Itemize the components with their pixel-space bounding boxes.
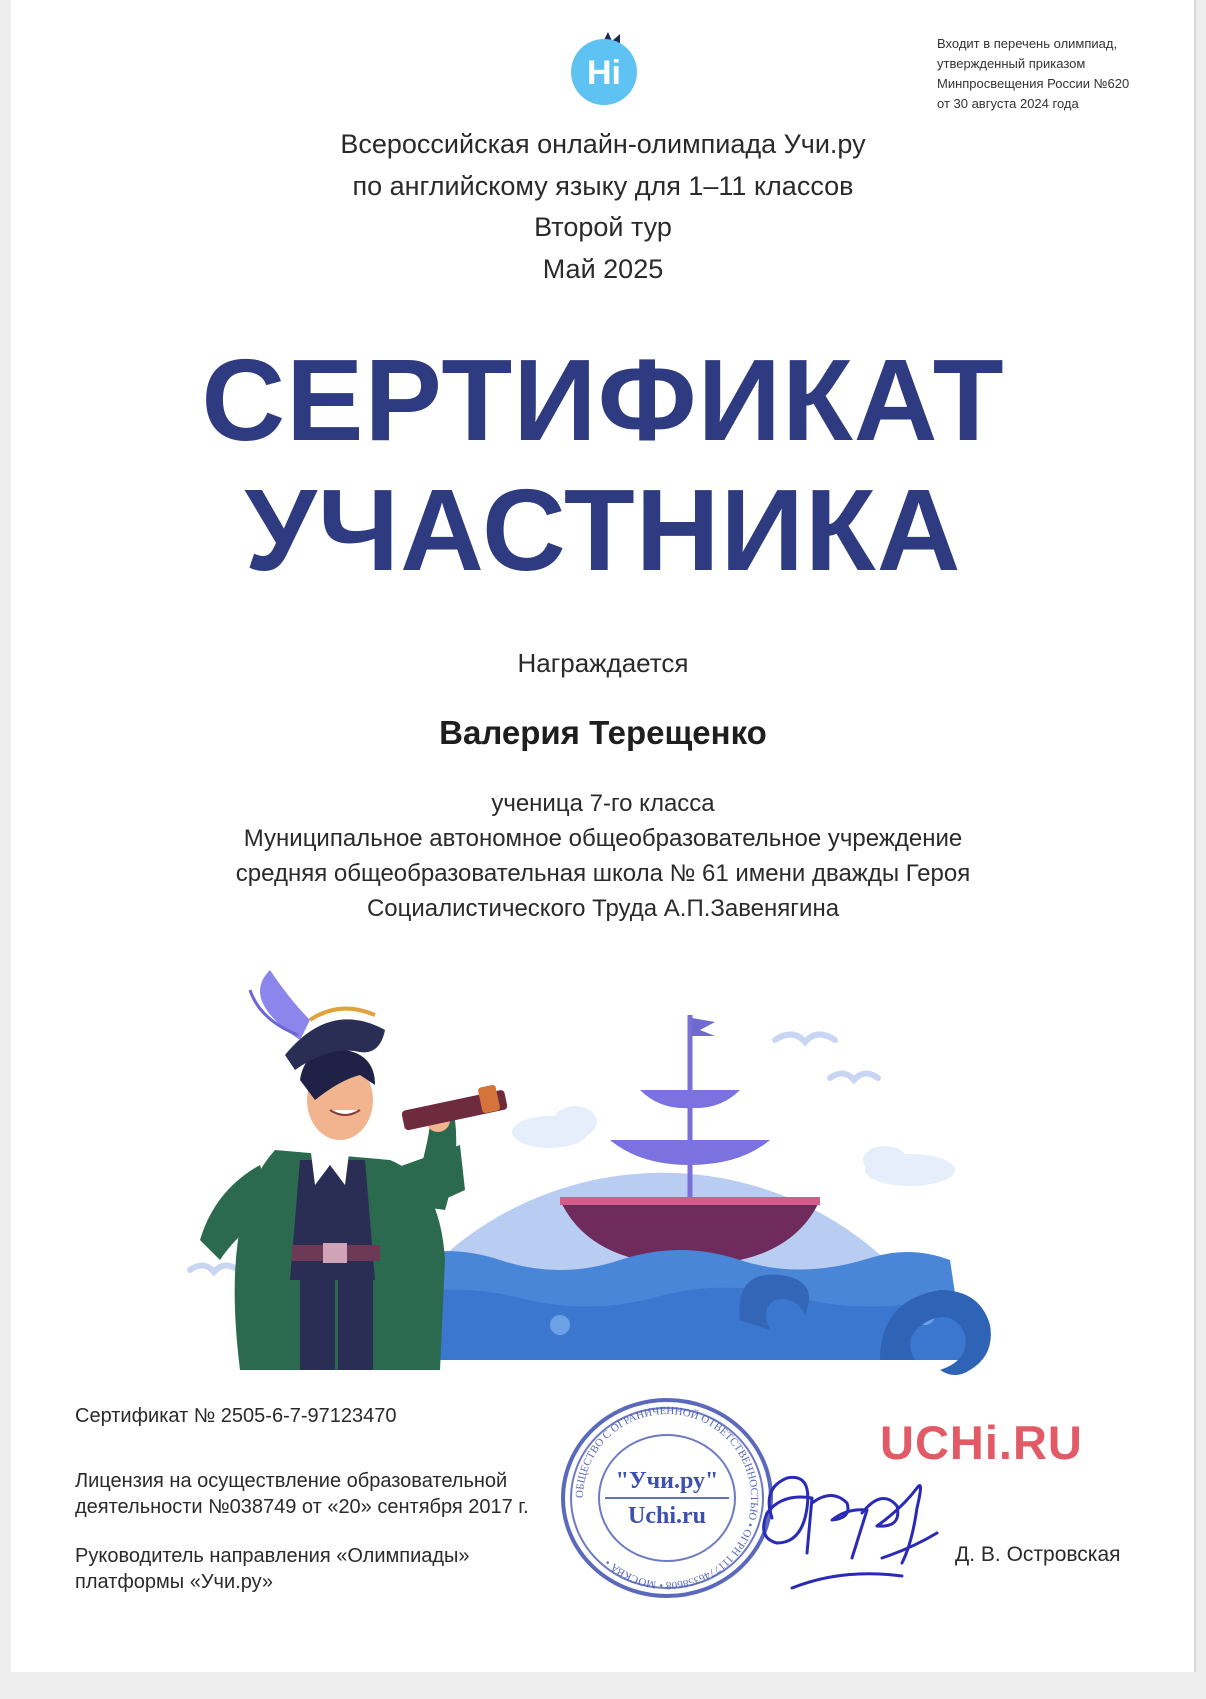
header-line: по английскому языку для 1–11 классов	[352, 170, 854, 201]
director-line: Руководитель направления «Олимпиады»	[75, 1545, 470, 1567]
school-line: ученица 7-го класса	[491, 790, 715, 817]
olympiad-header	[0, 124, 1206, 290]
stamp-ring-text: ОБЩЕСТВО С ОГРАНИЧЕННОЙ ОТВЕТСТВЕННОСТЬЮ • ОГРН 1117746358608 • МОСКВА •	[573, 1404, 761, 1592]
title-line-1: СЕРТИФИКАТ	[201, 335, 1005, 465]
company-seal-stamp	[555, 1393, 780, 1603]
hi-logo-text: Hi	[587, 54, 621, 92]
bird-icon	[190, 1265, 238, 1272]
stamp-center-line-1: "Учи.ру"	[615, 1468, 719, 1494]
license-line: Лицензия на осуществление образовательной	[75, 1470, 508, 1492]
bird-icon	[830, 1073, 878, 1080]
hi-logo-icon	[568, 28, 640, 108]
notice-line: Минпросвещения России №620	[937, 76, 1130, 91]
awarded-label: Награждается	[517, 648, 689, 678]
certificate-number: Сертификат № 2505-6-7-97123470	[75, 1405, 397, 1427]
header-line: Второй тур	[534, 212, 672, 242]
pirate-sea-illustration	[180, 960, 1060, 1430]
license-info	[75, 1468, 529, 1520]
license-line: деятельности №038749 от «20» сентября 2017 г.	[75, 1496, 529, 1518]
title-line-2: УЧАСТНИКА	[244, 465, 962, 595]
school-line: Социалистического Труда А.П.Завенягина	[366, 895, 840, 922]
notice-line: Входит в перечень олимпиад,	[937, 36, 1118, 51]
handwritten-signature	[752, 1448, 942, 1593]
director-title	[75, 1543, 470, 1595]
recipient-school	[0, 786, 1206, 926]
recipient-name: Валерия Терещенко	[439, 714, 767, 751]
signer-name: Д. В. Островская	[955, 1543, 1121, 1566]
header-line: Май 2025	[542, 253, 664, 284]
ship-icon	[560, 1015, 820, 1265]
school-line: средняя общеобразовательная школа № 61 имени дважды Героя	[235, 860, 971, 887]
notice-line: утвержденный приказом	[937, 56, 1086, 71]
notice-line: от 30 августа 2024 года	[937, 96, 1079, 111]
stamp-center-line-2: Uchi.ru	[628, 1503, 706, 1529]
olympiad-list-notice	[937, 34, 1167, 114]
certificate-title	[0, 335, 1206, 595]
header-line: Всероссийская онлайн-олимпиада Учи.ру	[340, 129, 866, 159]
bird-icon	[775, 1034, 835, 1042]
school-line: Муниципальное автономное общеобразовательное учреждение	[243, 825, 963, 852]
director-line: платформы «Учи.ру»	[75, 1571, 273, 1593]
uchi-brand-logo: UCHi.RU	[880, 1416, 1083, 1469]
